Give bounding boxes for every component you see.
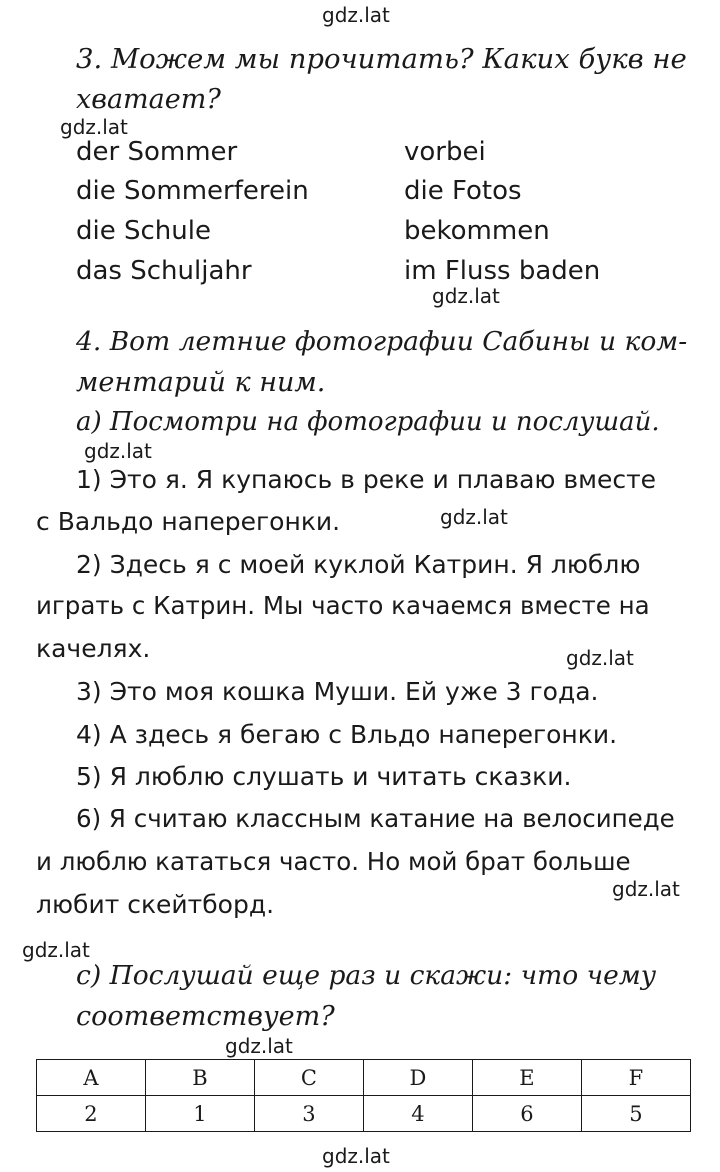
item-line: 1) Это я. Я купаюсь в реке и плаваю вместе [76, 465, 657, 494]
watermark: gdz.lat [60, 115, 128, 139]
item-line: с Вальдо наперегонки. [36, 507, 341, 536]
task3-heading: 3. Можем мы прочитать? Каких букв не [76, 43, 687, 75]
item-line: 5) Я люблю слушать и читать сказки. [76, 762, 572, 791]
word-right: vorbei [404, 137, 486, 167]
item-line: 6) Я считаю классным катание на велосипеде [76, 804, 675, 833]
word-right: bekommen [404, 216, 550, 246]
task4-part-c: с) Послушай еще раз и скажи: что чему [76, 960, 657, 991]
table-cell: 3 [254, 1096, 363, 1132]
task4-part-c-cont: соответствует? [76, 1001, 335, 1032]
watermark: gdz.lat [322, 1144, 390, 1168]
word-left: der Sommer [76, 137, 238, 167]
word-left: das Schuljahr [76, 256, 252, 286]
task3-heading-cont: хватает? [76, 84, 221, 115]
table-cell: 1 [145, 1096, 254, 1132]
watermark: gdz.lat [322, 3, 390, 27]
watermark: gdz.lat [440, 505, 508, 529]
answer-table [36, 1059, 691, 1132]
table-cell: 4 [363, 1096, 472, 1132]
item-line: любит скейтборд. [36, 890, 275, 919]
item-line: 4) А здесь я бегаю с Вльдо наперегонки. [76, 720, 618, 749]
item-line: и люблю кататься часто. Но мой брат больше [36, 847, 631, 876]
table-row [37, 1096, 691, 1132]
task4-heading-cont: ментарий к ним. [76, 367, 326, 398]
watermark: gdz.lat [225, 1034, 293, 1058]
table-header-cell: B [145, 1060, 254, 1096]
watermark: gdz.lat [432, 284, 500, 308]
watermark: gdz.lat [22, 938, 90, 962]
item-line: качелях. [36, 634, 151, 663]
table-cell: 2 [37, 1096, 146, 1132]
word-right: die Fotos [404, 176, 522, 206]
table-header-cell: D [363, 1060, 472, 1096]
item-line: 2) Здесь я с моей куклой Катрин. Я люблю [76, 550, 641, 579]
table-cell: 5 [581, 1096, 690, 1132]
table-header-cell: A [37, 1060, 146, 1096]
table-header-cell: E [472, 1060, 581, 1096]
watermark: gdz.lat [84, 439, 152, 463]
table-header-cell: F [581, 1060, 690, 1096]
word-right: im Fluss baden [404, 256, 601, 286]
table-header-cell: C [254, 1060, 363, 1096]
item-line: играть с Катрин. Мы часто качаемся вместе на [36, 591, 650, 620]
watermark: gdz.lat [612, 877, 680, 901]
table-cell: 6 [472, 1096, 581, 1132]
task4-heading: 4. Вот летние фотографии Сабины и ком- [76, 326, 688, 357]
word-left: die Sommerferein [76, 176, 309, 206]
word-left: die Schule [76, 216, 211, 246]
task4-part-a: а) Посмотри на фотографии и послушай. [76, 407, 660, 437]
item-line: 3) Это моя кошка Муши. Ей уже 3 года. [76, 677, 599, 706]
table-header-row [37, 1060, 691, 1096]
watermark: gdz.lat [566, 646, 634, 670]
